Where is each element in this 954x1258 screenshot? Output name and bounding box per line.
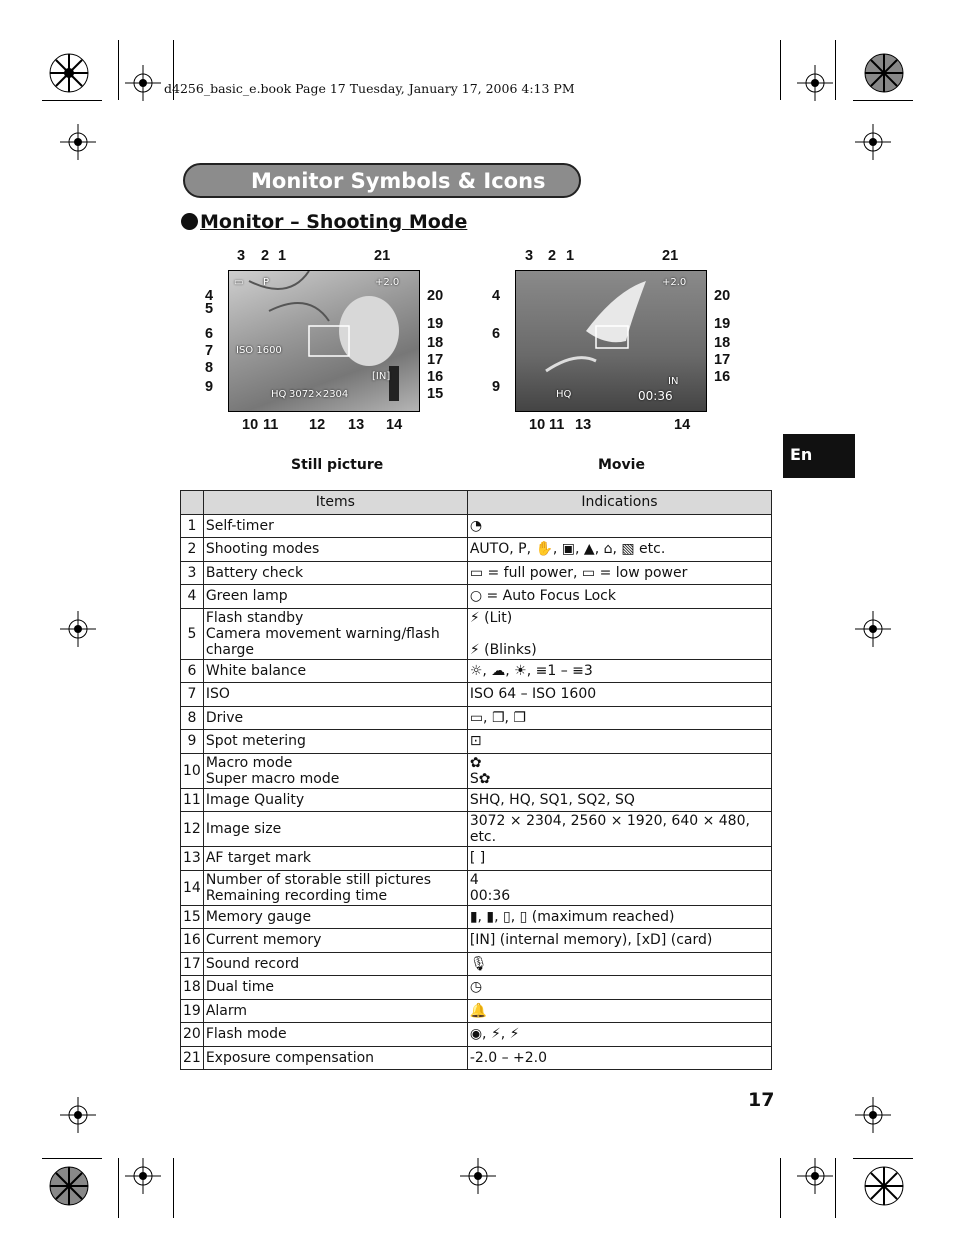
row-indication: SHQ, HQ, SQ1, SQ2, SQ [467,788,771,812]
registration-wheel-icon [48,1165,90,1207]
row-number: 1 [181,514,204,538]
crosshair-icon [460,1158,496,1194]
row-indication: ▭ = full power, ▭ = low power [467,561,771,585]
crop-mark [835,40,836,100]
callout: 21 [374,248,391,264]
book-info-line: d4256_basic_e.book Page 17 Tuesday, January 17, 2006 4:13 PM [164,81,575,96]
row-item: ISO [203,683,467,707]
row-number: 10 [181,753,204,788]
crop-mark [780,1158,781,1218]
row-number: 4 [181,585,204,609]
row-item: Battery check [203,561,467,585]
callout: 4 [205,288,214,304]
row-number: 12 [181,812,204,847]
table-row [181,659,772,683]
table-row [181,976,772,1000]
still-picture-screen [228,270,420,412]
row-item: White balance [203,659,467,683]
callout: 10 [242,417,259,433]
row-item: Memory gauge [203,905,467,929]
callout: 1 [278,248,287,264]
symbols-table [180,490,772,1070]
crosshair-icon [855,124,891,160]
callout: 14 [674,417,691,433]
row-number: 19 [181,999,204,1023]
callout: 13 [575,417,592,433]
crosshair-icon [797,1158,833,1194]
row-indication: ◔ [467,514,771,538]
language-tab: En [783,434,855,478]
movie-time: 00:36 [638,389,673,403]
crosshair-icon [60,124,96,160]
row-indication: 3072 × 2304, 2560 × 1920, 640 × 480, etc. [467,812,771,847]
table-row [181,706,772,730]
row-item: Flash mode [203,1023,467,1047]
bullet-icon [181,213,198,230]
movie-memory: IN [668,376,679,387]
row-indication: ◉, ⚡, ⚡ [467,1023,771,1047]
row-item: Macro mode Super macro mode [203,753,467,788]
row-item: Image size [203,812,467,847]
table-row [181,683,772,707]
table-row [181,870,772,905]
callout: 20 [427,288,444,304]
table-row [181,929,772,953]
row-item: Sound record [203,952,467,976]
table-header-row [181,491,772,515]
row-indication: ◷ [467,976,771,1000]
table-row [181,514,772,538]
table-row [181,1023,772,1047]
row-indication: ☼, ☁, ☀, ≡1 – ≡3 [467,659,771,683]
table-row [181,561,772,585]
row-item: Self-timer [203,514,467,538]
callout: 17 [427,352,444,368]
row-indication: 4 00:36 [467,870,771,905]
crosshair-icon [855,611,891,647]
callout: 6 [205,326,214,342]
callout: 21 [662,248,679,264]
row-number: 9 [181,730,204,754]
crosshair-icon [855,1097,891,1133]
callout: 1 [566,248,575,264]
row-number: 13 [181,847,204,871]
callout: 14 [386,417,403,433]
page-title: Monitor Symbols & Icons [183,163,581,198]
iso-value: ISO 1600 [236,345,282,356]
crop-mark [42,1158,102,1159]
table-row [181,999,772,1023]
callout: 11 [263,417,279,433]
movie-caption: Movie [598,457,645,473]
row-number: 18 [181,976,204,1000]
callout: 13 [348,417,365,433]
row-indication: [ ] [467,847,771,871]
row-number: 21 [181,1046,204,1070]
callout: 19 [427,316,444,332]
row-number: 2 [181,538,204,562]
row-indication: 🔔 [467,999,771,1023]
callout: 5 [205,301,214,317]
crop-mark [853,100,913,101]
table-row [181,585,772,609]
row-item: Exposure compensation [203,1046,467,1070]
callout: 11 [549,417,565,433]
registration-wheel-icon [863,52,905,94]
callout: 8 [205,360,214,376]
crop-mark [835,1158,836,1218]
table-header-indications: Indications [467,491,771,515]
row-indication: AUTO, P, ✋, ▣, ▲, ⌂, ▧ etc. [467,538,771,562]
row-indication: ▮, ▮, ▯, ▯ (maximum reached) [467,905,771,929]
callout: 3 [237,248,246,264]
row-indication: ▭, ❐, ❐ [467,706,771,730]
callout: 4 [492,288,501,304]
callout: 6 [492,326,501,342]
row-indication: ISO 64 – ISO 1600 [467,683,771,707]
table-row [181,788,772,812]
still-picture-caption: Still picture [291,457,384,473]
row-indication: ⊡ [467,730,771,754]
row-item: Spot metering [203,730,467,754]
row-item: Flash standby Camera movement warning/flash charge [203,608,467,659]
row-number: 17 [181,952,204,976]
row-item: Green lamp [203,585,467,609]
table-row [181,538,772,562]
callout: 16 [714,369,731,385]
scene-seagull-icon [516,271,706,411]
callout: 17 [714,352,731,368]
table-header-blank [181,491,204,515]
crop-mark [42,100,102,101]
page-number: 17 [748,1089,775,1111]
row-indication: ⚡ (Lit) ⚡ (Blinks) [467,608,771,659]
callout: 3 [525,248,534,264]
crop-mark [173,1158,174,1218]
row-item: Shooting modes [203,538,467,562]
row-item: AF target mark [203,847,467,871]
row-item: Dual time [203,976,467,1000]
movie-quality: HQ [556,389,572,400]
row-number: 16 [181,929,204,953]
crosshair-icon [125,1158,161,1194]
row-number: 11 [181,788,204,812]
table-row [181,812,772,847]
row-indication: -2.0 – +2.0 [467,1046,771,1070]
callout: 15 [427,386,444,402]
crosshair-icon [797,65,833,101]
crosshair-icon [60,611,96,647]
row-item: Alarm [203,999,467,1023]
callout: 16 [427,369,444,385]
crosshair-icon [60,1097,96,1133]
callout: 10 [529,417,546,433]
quality-value: HQ [271,389,287,400]
row-number: 5 [181,608,204,659]
row-item: Number of storable still pictures Remaining recording time [203,870,467,905]
exposure-value: +2.0 [375,277,400,288]
movie-exposure: +2.0 [662,277,687,288]
row-number: 14 [181,870,204,905]
row-number: 6 [181,659,204,683]
table-row [181,905,772,929]
row-indication: [IN] (internal memory), [xD] (card) [467,929,771,953]
table-body [181,514,772,1070]
table-row [181,753,772,788]
table-row [181,952,772,976]
movie-screen [515,270,707,412]
row-number: 7 [181,683,204,707]
callout: 2 [261,248,270,264]
callout: 18 [714,335,731,351]
callout: 9 [205,379,214,395]
crop-mark [118,40,119,100]
crop-mark [118,1158,119,1218]
table-row [181,847,772,871]
row-number: 15 [181,905,204,929]
row-item: Image Quality [203,788,467,812]
crop-mark [853,1158,913,1159]
crop-mark [780,40,781,100]
row-number: 8 [181,706,204,730]
row-item: Current memory [203,929,467,953]
registration-wheel-icon [863,1165,905,1207]
callout: 9 [492,379,501,395]
registration-wheel-icon [48,52,90,94]
memory-value: [IN] [372,371,391,382]
section-heading: Monitor – Shooting Mode [181,211,467,233]
row-indication: ○ = Auto Focus Lock [467,585,771,609]
callout: 12 [309,417,326,433]
table-row [181,608,772,659]
callout: 2 [548,248,557,264]
row-number: 20 [181,1023,204,1047]
row-number: 3 [181,561,204,585]
row-item: Drive [203,706,467,730]
callout: 7 [205,343,214,359]
size-value: 3072×2304 [289,389,349,400]
callout: 19 [714,316,731,332]
battery-indicator-icon: ▭ [234,277,244,288]
table-row [181,1046,772,1070]
callout: 18 [427,335,444,351]
crosshair-icon [125,65,161,101]
shooting-mode: P [263,277,270,288]
row-indication: ✿ S✿ [467,753,771,788]
table-header-items: Items [203,491,467,515]
callout: 20 [714,288,731,304]
table-row [181,730,772,754]
row-indication: 🎙 [467,952,771,976]
